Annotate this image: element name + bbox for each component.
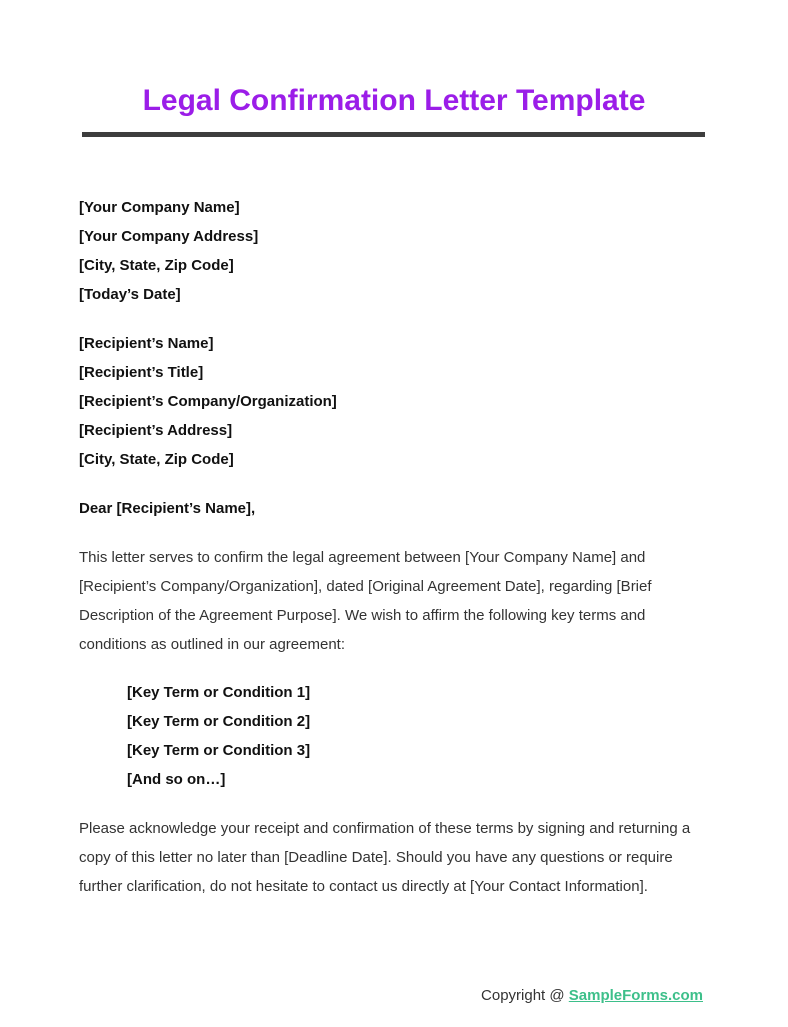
- sender-city-state-zip: [City, State, Zip Code]: [79, 257, 234, 274]
- page-title: Legal Confirmation Letter Template: [142, 84, 646, 117]
- body-paragraph-2: Please acknowledge your receipt and confirmation of these terms by signing and returning a copy of this letter no later than [Deadline Date]. Should you have any questions or require further clarification, do not hesitate to contact us directly at [Your Contact Information].: [79, 820, 691, 895]
- recipient-title: [Recipient’s Title]: [79, 364, 204, 381]
- recipient-block: [79, 329, 337, 474]
- recipient-address: [Recipient’s Address]: [79, 422, 233, 439]
- title-divider: [82, 132, 705, 137]
- brand-link[interactable]: SampleForms.com: [568, 987, 703, 1004]
- salutation-block: [79, 494, 255, 523]
- key-terms-list: [127, 678, 310, 794]
- body-paragraph-1: This letter serves to confirm the legal agreement between [Your Company Name] and [Recipient’s Company/Organization], dated [Original Agreement Date], regarding [Brief Description of the Agreement Purpose]. We wish to affirm the following key terms and conditions as outlined in our agreement:: [79, 549, 652, 653]
- sender-company-name: [Your Company Name]: [79, 199, 240, 216]
- sender-block: [79, 193, 258, 309]
- salutation: Dear [Recipient’s Name],: [79, 500, 256, 517]
- letter-date: [Today’s Date]: [79, 286, 181, 303]
- key-term-item: [Key Term or Condition 3]: [127, 742, 311, 759]
- key-term-item: [And so on…]: [127, 771, 226, 788]
- copyright-prefix: Copyright @: [481, 987, 569, 1004]
- copyright-footer: [481, 984, 703, 1008]
- key-term-item: [Key Term or Condition 2]: [127, 713, 311, 730]
- recipient-name: [Recipient’s Name]: [79, 335, 214, 352]
- recipient-city-state-zip: [City, State, Zip Code]: [79, 451, 234, 468]
- recipient-organization: [Recipient’s Company/Organization]: [79, 393, 337, 410]
- key-term-item: [Key Term or Condition 1]: [127, 684, 311, 701]
- sender-company-address: [Your Company Address]: [79, 228, 259, 245]
